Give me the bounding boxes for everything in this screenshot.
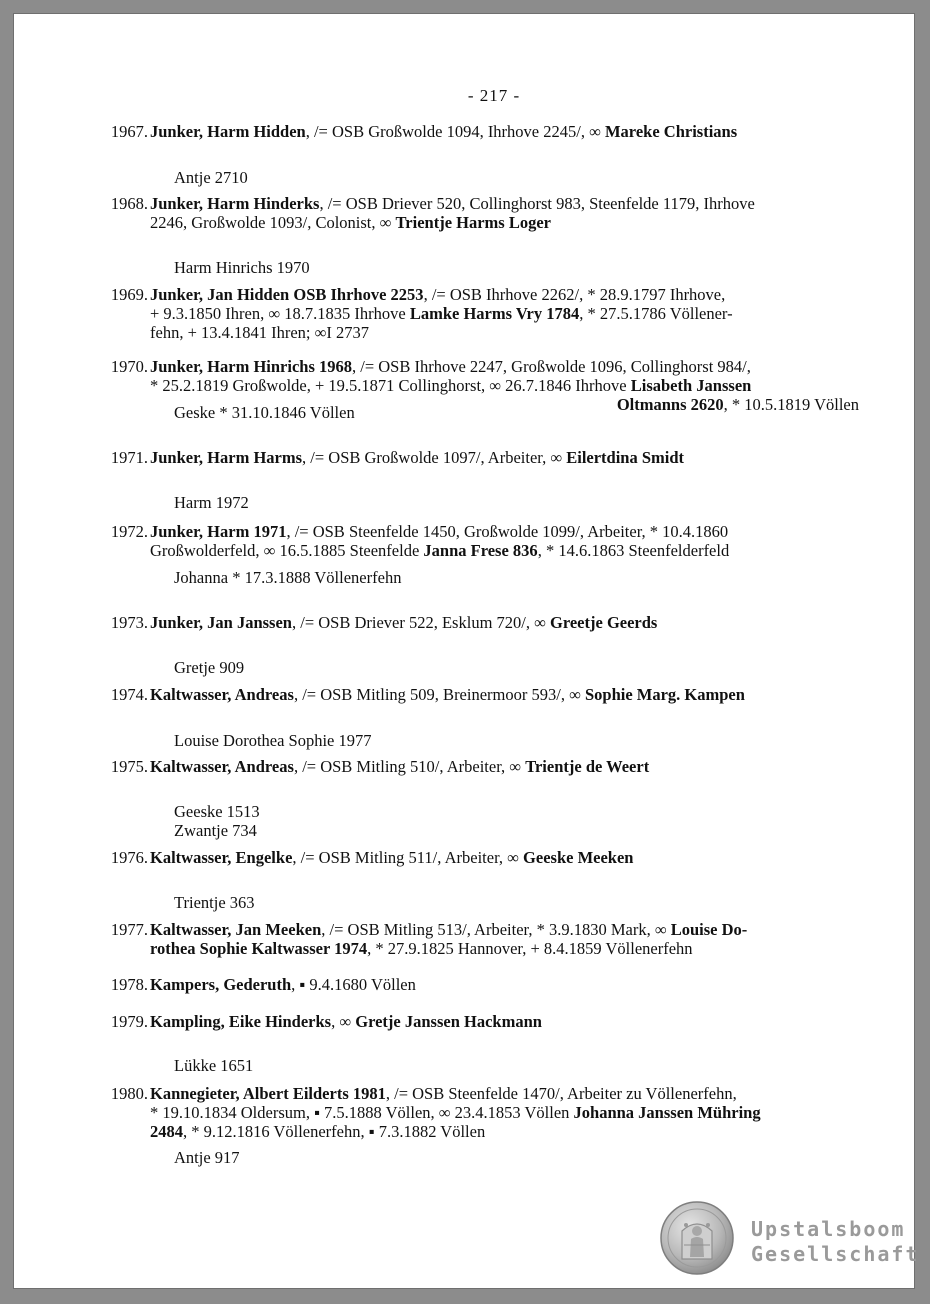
entry-number: 1973. (110, 613, 148, 632)
logo-line-2: Gesellschaft (751, 1242, 920, 1266)
entry-number: 1968. (110, 194, 148, 213)
entry-details: , /= OSB Großwolde 1097/, Arbeiter, ∞ (302, 448, 567, 467)
child-entry: Harm Hinrichs 1970 (174, 258, 310, 277)
seal-icon (660, 1201, 734, 1275)
entry-name: Kaltwasser, Jan Meeken (150, 920, 322, 939)
entry-name: Oltmanns 2620 (616, 395, 724, 414)
child-entry: Trientje 363 (174, 893, 255, 912)
entry-name: Junker, Jan Janssen (150, 613, 292, 632)
entry-number: 1972. (110, 522, 148, 541)
child-entry: Louise Dorothea Sophie 1977 (174, 731, 372, 750)
child-entry: Gretje 909 (174, 658, 245, 677)
spouse-name: Johanna Janssen Mühring (573, 1103, 761, 1122)
child-entry: Lükke 1651 (174, 1056, 254, 1075)
entry-text-line (150, 920, 747, 939)
child-entry: Antje 2710 (174, 168, 248, 187)
entry-text-line (150, 376, 751, 395)
document-page (14, 14, 920, 1288)
spouse-name: Lamke Harms Vry 1784 (409, 304, 580, 323)
entry-name: Kampers, Gederuth (150, 975, 292, 994)
entry-text-line (150, 939, 693, 958)
spouse-name: Mareke Christians (604, 122, 738, 141)
spouse-name: Eilertdina Smidt (566, 448, 685, 467)
child-entry: Geske * 31.10.1846 Völlen (174, 403, 355, 422)
entry-name: rothea Sophie Kaltwasser 1974 (150, 939, 368, 958)
entry-text-line (150, 1103, 761, 1122)
entry-details: , /= OSB Mitling 509, Breinermoor 593/, ∞ (293, 685, 585, 704)
entry-details: 2246, Großwolde 1093/, Colonist, ∞ (150, 213, 396, 232)
spouse-name: Gretje Janssen Hackmann (355, 1012, 542, 1031)
entry-details: , /= OSB Driever 522, Esklum 720/, ∞ (291, 613, 550, 632)
entry-details: , /= OSB Mitling 511/, Arbeiter, ∞ (292, 848, 524, 867)
entry-details: fehn, + 13.4.1841 Ihren; ∞I 2737 (150, 323, 370, 342)
entry-name: Kaltwasser, Andreas (150, 757, 294, 776)
child-entry: Zwantje 734 (174, 821, 257, 840)
entry-number: 1978. (110, 975, 148, 994)
entry-details: , * 14.6.1863 Steenfelderfeld (537, 541, 730, 560)
spouse-name: Trientje Harms Loger (395, 213, 551, 232)
entry-details: , /= OSB Mitling 510/, Arbeiter, ∞ (293, 757, 526, 776)
spouse-name: Greetje Geerds (550, 613, 658, 632)
entry-text-line (150, 522, 728, 541)
entry-text-line (150, 122, 737, 141)
entry-name: Junker, Harm Hidden (150, 122, 306, 141)
logo-line-1: Upstalsboom (751, 1217, 906, 1241)
entry-details: , /= OSB Driever 520, Collinghorst 983, Steenfelde 1179, Ihrhove (319, 194, 755, 213)
entry-text-line (150, 1122, 485, 1141)
entry-name: Junker, Jan Hidden OSB Ihrhove 2253 (150, 285, 424, 304)
entry-text-line (150, 685, 745, 704)
entry-number: 1980. (110, 1084, 148, 1103)
entry-name: 2484 (150, 1122, 183, 1141)
entry-number: 1967. (110, 122, 148, 141)
entry-details: , ▪ 9.4.1680 Völlen (291, 975, 416, 994)
entry-text-line (150, 613, 657, 632)
entry-name: Kannegieter, Albert Eilderts 1981 (150, 1084, 386, 1103)
entry-name: Kampling, Eike Hinderks (150, 1012, 332, 1031)
child-entry: Geeske 1513 (174, 802, 260, 821)
entry-number: 1971. (110, 448, 148, 467)
entry-number: 1977. (110, 920, 148, 939)
page-number: - 217 - (467, 86, 521, 105)
entry-name: Kaltwasser, Andreas (150, 685, 294, 704)
entry-text-line (150, 757, 649, 776)
entry-details: , /= OSB Mitling 513/, Arbeiter, * 3.9.1830 Mark, ∞ (321, 920, 671, 939)
entry-details: , /= OSB Steenfelde 1450, Großwolde 1099/, Arbeiter, * 10.4.1860 (286, 522, 729, 541)
spouse-name: Geeske Meeken (523, 848, 634, 867)
entry-text-line (150, 541, 729, 560)
entries-list (14, 14, 914, 1288)
child-entry: Harm 1972 (174, 493, 249, 512)
entry-text-line (150, 285, 725, 304)
entry-details: , /= OSB Ihrhove 2247, Großwolde 1096, Collinghorst 984/, (352, 357, 751, 376)
spouse-name: Sophie Marg. Kampen (584, 685, 745, 704)
entry-number: 1976. (110, 848, 148, 867)
entry-name: Kaltwasser, Engelke (150, 848, 293, 867)
spouse-name: Louise Do- (670, 920, 748, 939)
entry-name: Junker, Harm 1971 (150, 522, 287, 541)
entry-details: , ∞ (331, 1012, 356, 1031)
entry-details: + 9.3.1850 Ihren, ∞ 18.7.1835 Ihrhove (150, 304, 410, 323)
entry-number: 1979. (110, 1012, 148, 1031)
entry-details: , * 9.12.1816 Völlenerfehn, ▪ 7.3.1882 Völlen (183, 1122, 486, 1141)
entry-text-line (150, 213, 551, 232)
entry-details: , * 27.5.1786 Völlener- (579, 304, 733, 323)
entry-details: , * 27.9.1825 Hannover, + 8.4.1859 Völlenerfehn (367, 939, 693, 958)
spouse-name: Janna Frese 836 (423, 541, 538, 560)
entry-text-line (150, 848, 633, 867)
entry-number: 1974. (110, 685, 148, 704)
entry-number: 1975. (110, 757, 148, 776)
entry-details: * 19.10.1834 Oldersum, ▪ 7.5.1888 Völlen, ∞ 23.4.1853 Völlen (150, 1103, 574, 1122)
entry-details: , /= OSB Großwolde 1094, Ihrhove 2245/, ∞ (305, 122, 605, 141)
entry-details: , * 10.5.1819 Völlen (723, 395, 859, 414)
entry-text-line (150, 1012, 542, 1031)
entry-number: 1970. (110, 357, 148, 376)
child-entry: Johanna * 17.3.1888 Völlenerfehn (174, 568, 402, 587)
entry-details: , /= OSB Ihrhove 2262/, * 28.9.1797 Ihrhove, (423, 285, 726, 304)
entry-number: 1969. (110, 285, 148, 304)
entry-text-line (150, 975, 416, 994)
entry-text-line (150, 323, 369, 342)
entry-text-line (150, 194, 755, 213)
spouse-name: Lisabeth Janssen (630, 376, 752, 395)
entry-text-line (150, 304, 733, 323)
logo-text (751, 1217, 920, 1267)
spouse-name: Trientje de Weert (525, 757, 650, 776)
entry-name: Junker, Harm Hinrichs 1968 (150, 357, 352, 376)
entry-details: , /= OSB Steenfelde 1470/, Arbeiter zu Völlenerfehn, (385, 1084, 737, 1103)
entry-name: Junker, Harm Hinderks (150, 194, 320, 213)
entry-name: Junker, Harm Harms (150, 448, 303, 467)
child-entry: Antje 917 (174, 1148, 240, 1167)
entry-text-line (150, 448, 684, 467)
entry-text-line (617, 395, 859, 414)
entry-text-line (150, 357, 751, 376)
entry-details: Großwolderfeld, ∞ 16.5.1885 Steenfelde (150, 541, 424, 560)
entry-text-line (150, 1084, 737, 1103)
entry-details: * 25.2.1819 Großwolde, + 19.5.1871 Collinghorst, ∞ 26.7.1846 Ihrhove (150, 376, 631, 395)
